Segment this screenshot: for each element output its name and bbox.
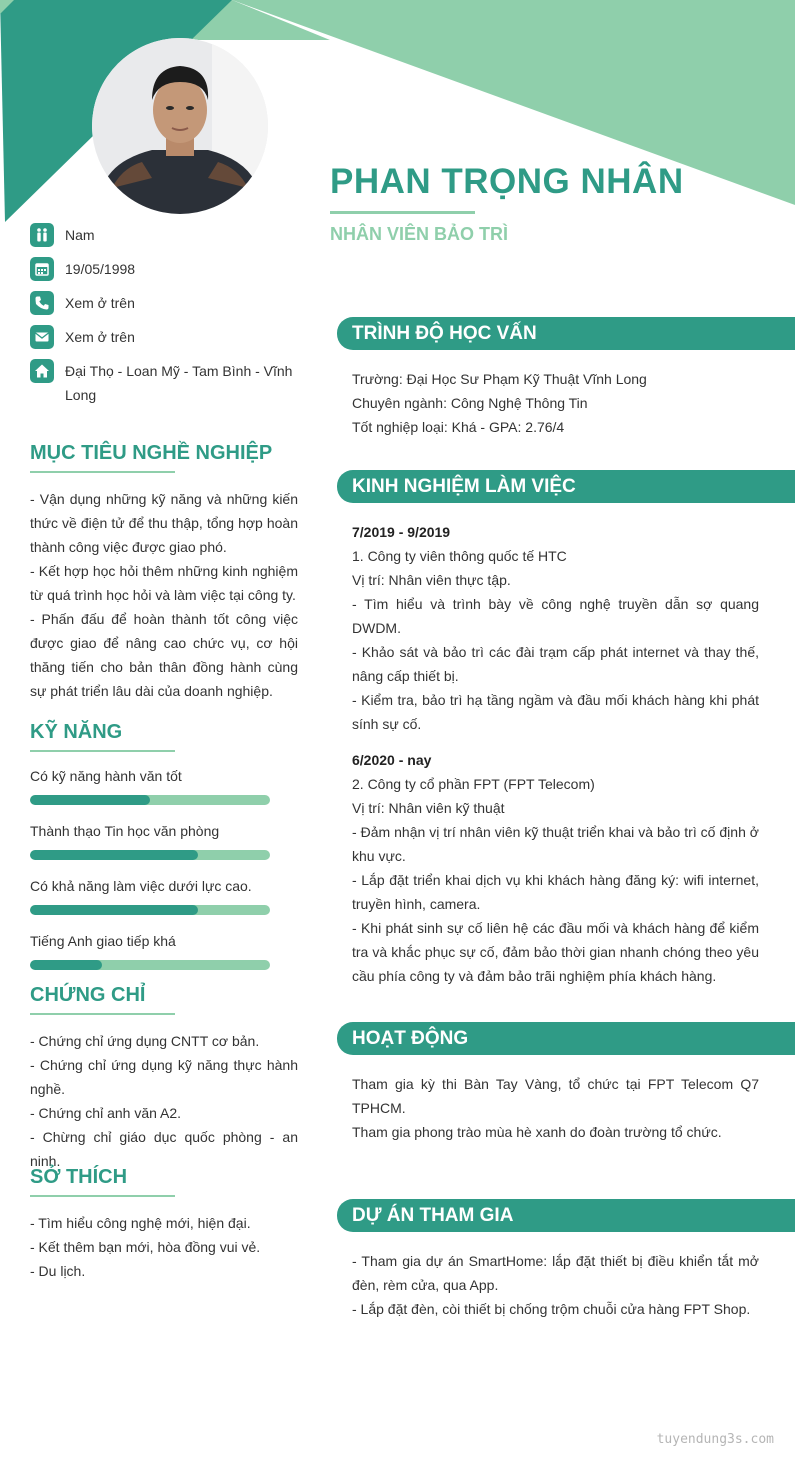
section-objective xyxy=(30,440,298,703)
contact-list xyxy=(30,223,300,417)
contact-birthday xyxy=(30,257,300,281)
section-underline xyxy=(30,750,175,752)
section-title: DỰ ÁN THAM GIA xyxy=(337,1199,795,1232)
phone-icon xyxy=(30,291,54,315)
section-title: MỤC TIÊU NGHỀ NGHIỆP xyxy=(30,442,273,464)
section-title: SỞ THÍCH xyxy=(30,1166,128,1188)
objective-line: - Kết hợp học hỏi thêm những kinh nghiệm từ quá trình học hỏi và làm việc tại công ty. xyxy=(30,563,298,603)
section-body xyxy=(337,367,795,439)
certificate-item: - Chứng chỉ ứng dụng kỹ năng thực hành nghề. xyxy=(30,1057,298,1097)
contact-email xyxy=(30,325,300,349)
project-line: - Lắp đặt đèn, còi thiết bị chống trộm chuỗi cửa hàng FPT Shop. xyxy=(352,1301,751,1317)
contact-text: Xem ở trên xyxy=(65,329,135,345)
skill-bar-fill xyxy=(30,905,198,915)
skill-bar xyxy=(30,905,270,915)
objective-line: - Phấn đấu để hoàn thành tốt công việc được giao để nâng cao chức vụ, cơ hội thăng tiến cho bản thân đồng hành cùng sự phát triển lâu dài của doanh nghiệp. xyxy=(30,611,298,699)
skill-bar xyxy=(30,960,270,970)
skill-label: Tiếng Anh giao tiếp khá xyxy=(30,933,176,949)
skill-bar-fill xyxy=(30,960,102,970)
section-underline xyxy=(30,1195,175,1197)
job-line: - Khi phát sinh sự cố liên hệ các đầu mối và khách hàng để kiểm tra và khắc phục sự cố, đảm bảo thời gian nhanh chóng theo yêu cầu phía công ty và đảm bảo trãi nghiệm phía khách hàng. xyxy=(352,920,759,984)
name-underline xyxy=(330,211,475,214)
contact-phone xyxy=(30,291,300,315)
skill-label: Thành thạo Tin học văn phòng xyxy=(30,823,220,839)
skill-bar xyxy=(30,795,270,805)
home-icon xyxy=(30,359,54,383)
section-title: CHỨNG CHỈ xyxy=(30,984,146,1006)
skill-item xyxy=(30,876,298,915)
section-title: TRÌNH ĐỘ HỌC VẤN xyxy=(337,317,795,350)
watermark: tuyendung3s.com xyxy=(656,1432,774,1447)
avatar-photo xyxy=(92,38,268,214)
skill-item xyxy=(30,821,298,860)
job-line: 1. Công ty viên thông quốc tế HTC xyxy=(352,548,567,564)
job-period: 7/2019 - 9/2019 xyxy=(352,524,451,540)
contact-text: Đại Thọ - Loan Mỹ - Tam Bình - Vĩnh Long xyxy=(65,363,293,403)
education-line: Trường: Đại Học Sư Phạm Kỹ Thuật Vĩnh Long xyxy=(352,371,647,387)
gender-icon xyxy=(30,223,54,247)
section-body xyxy=(337,1072,795,1144)
hobby-item: - Kết thêm bạn mới, hòa đồng vui vẻ. xyxy=(30,1239,261,1255)
skill-label: Có kỹ năng hành văn tốt xyxy=(30,768,182,784)
job-line: - Kiểm tra, bảo trì hạ tầng ngầm và đầu mối khách hàng khi phát sính sự cố. xyxy=(352,692,759,732)
project-line: - Tham gia dự án SmartHome: lắp đặt thiết bị điều khiển tắt mở đèn, rèm cửa, qua App. xyxy=(352,1253,759,1293)
section-certificates xyxy=(30,982,298,1173)
section-body xyxy=(337,520,795,988)
section-activities xyxy=(337,1022,795,1144)
education-line: Chuyên ngành: Công Nghệ Thông Tin xyxy=(352,395,588,411)
contact-text: Xem ở trên xyxy=(65,295,135,311)
job-line: - Đảm nhận vị trí nhân viên kỹ thuật triển khai và bảo trì cố định ở khu vực. xyxy=(352,824,759,864)
skill-bar-fill xyxy=(30,795,150,805)
education-line: Tốt nghiệp loại: Khá - GPA: 2.76/4 xyxy=(352,419,565,435)
section-education xyxy=(337,317,795,439)
section-body xyxy=(337,1249,795,1321)
objective-text xyxy=(30,487,298,703)
section-hobbies xyxy=(30,1164,298,1283)
certificate-item: - Chừng chỉ giáo dục quốc phòng - an ninh. xyxy=(30,1129,298,1169)
contact-text: 19/05/1998 xyxy=(65,261,136,277)
contact-address xyxy=(30,359,300,407)
job-line: - Khảo sát và bảo trì các đài trạm cấp phát internet và thay thế, nâng cấp thiết bị. xyxy=(352,644,759,684)
email-icon xyxy=(30,325,54,349)
hobby-item: - Du lịch. xyxy=(30,1263,86,1279)
section-underline xyxy=(30,1013,175,1015)
skill-item xyxy=(30,931,298,970)
section-title: KINH NGHIỆM LÀM VIỆC xyxy=(337,470,795,503)
section-projects xyxy=(337,1199,795,1321)
job-line: - Tìm hiểu và trình bày về công nghệ truyền dẫn sợ quang DWDM. xyxy=(352,596,759,636)
skill-bar xyxy=(30,850,270,860)
job-line: Vị trí: Nhân viên thực tập. xyxy=(352,572,511,588)
avatar xyxy=(92,38,268,214)
skill-label: Có khả năng làm việc dưới lực cao. xyxy=(30,878,252,894)
activity-line: Tham gia kỳ thi Bàn Tay Vàng, tổ chức tại FPT Telecom Q7 TPHCM. xyxy=(352,1076,759,1116)
contact-text: Nam xyxy=(65,227,95,243)
section-skills xyxy=(30,719,298,986)
skill-bar-fill xyxy=(30,850,198,860)
job-line: 2. Công ty cổ phần FPT (FPT Telecom) xyxy=(352,776,595,792)
certificate-item: - Chứng chỉ ứng dụng CNTT cơ bản. xyxy=(30,1033,260,1049)
job-line: - Lắp đặt triển khai dịch vụ khi khách hàng đăng ký: wifi internet, truyền hình, camera. xyxy=(352,872,759,912)
job-period: 6/2020 - nay xyxy=(352,752,432,768)
hobby-item: - Tìm hiểu công nghệ mới, hiện đại. xyxy=(30,1215,251,1231)
objective-line: - Vận dụng những kỹ năng và những kiến thức về điện tử để thu thập, tổng hợp hoàn thành công việc được giao phó. xyxy=(30,491,298,555)
section-title: HOẠT ĐỘNG xyxy=(337,1022,795,1055)
skill-item xyxy=(30,766,298,805)
activity-line: Tham gia phong trào mùa hè xanh do đoàn trường tổ chức. xyxy=(352,1124,722,1140)
job-title: NHÂN VIÊN BẢO TRÌ xyxy=(330,224,509,244)
section-underline xyxy=(30,471,175,473)
candidate-name: PHAN TRỌNG NHÂN xyxy=(330,162,684,201)
certificate-item: - Chứng chỉ anh văn A2. xyxy=(30,1105,182,1121)
job-line: Vị trí: Nhân viên kỹ thuật xyxy=(352,800,505,816)
section-experience xyxy=(337,470,795,988)
calendar-icon xyxy=(30,257,54,281)
section-title: KỸ NĂNG xyxy=(30,721,123,743)
contact-gender xyxy=(30,223,300,247)
